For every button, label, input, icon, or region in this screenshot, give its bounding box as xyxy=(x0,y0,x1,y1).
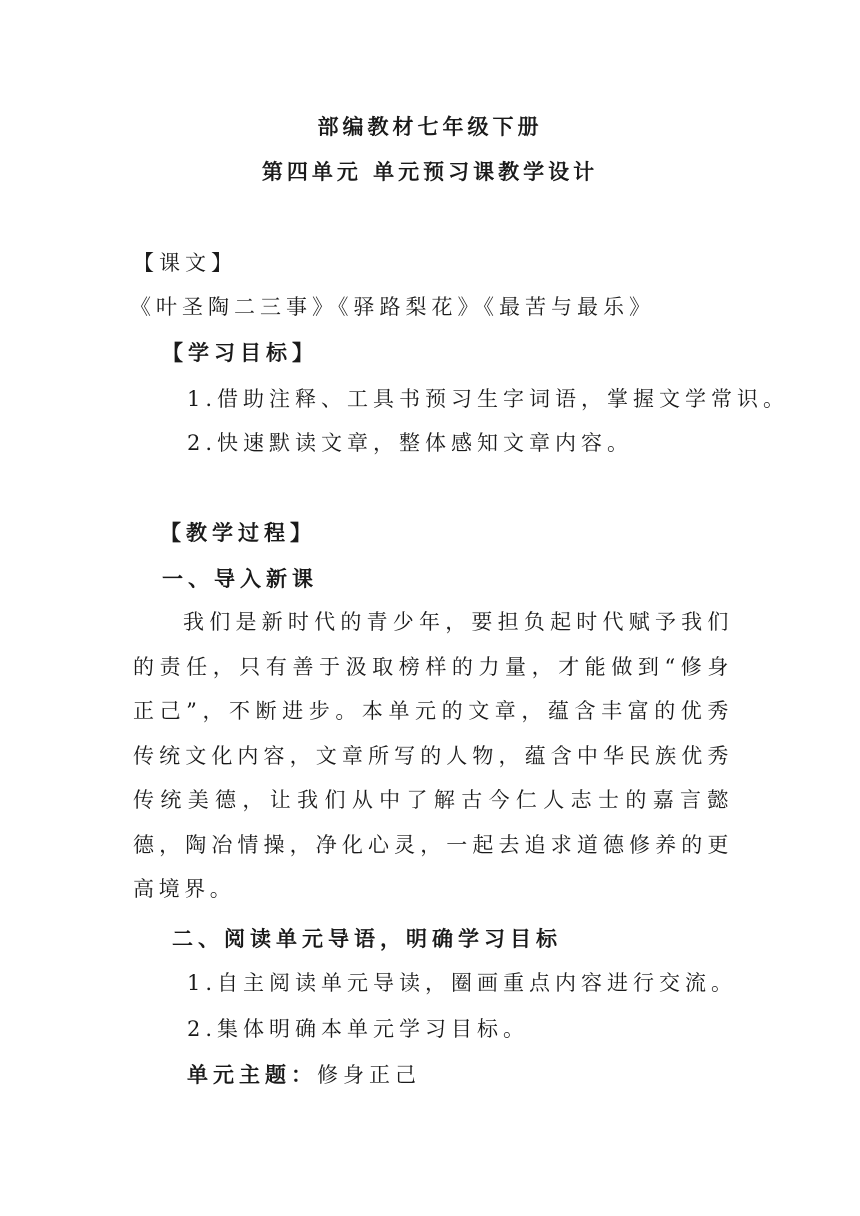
theme-label: 单元主题： xyxy=(187,1063,317,1087)
theme-value: 修身正己 xyxy=(317,1063,421,1087)
objective-item: 2.快速默读文章，整体感知文章内容。 xyxy=(187,431,634,455)
unit-theme xyxy=(187,1060,421,1090)
step2-item: 1.自主阅读单元导读，圈画重点内容进行交流。 xyxy=(187,971,738,995)
text-list: 《叶圣陶二三事》《驿路梨花》《最苦与最乐》 xyxy=(130,295,655,319)
step2-item: 2.集体明确本单元学习目标。 xyxy=(187,1017,530,1041)
step1-paragraph: 我们是新时代的青少年，要担负起时代赋予我们的责任，只有善于汲取榜样的力量，才能做到“修身正己”，不断进步。本单元的文章，蕴含丰富的优秀传统文化内容，文章所写的人物，蕴含中华民族优秀传统美德，让我们从中了解古今仁人志士的嘉言懿德，陶冶情操，净化心灵，一起去追求道德修养的更高境界。 xyxy=(133,610,733,901)
objectives-label: 【学习目标】 xyxy=(162,341,318,365)
text-section-label: 【课文】 xyxy=(133,251,237,275)
step1-heading: 一、导入新课 xyxy=(162,567,318,591)
objective-item: 1.借助注释、工具书预习生字词语，掌握文学常识。 xyxy=(187,387,790,411)
process-label: 【教学过程】 xyxy=(160,521,316,545)
document-title: 部编教材七年级下册 xyxy=(317,115,543,139)
step2-heading: 二、阅读单元导语，明确学习目标 xyxy=(172,927,562,951)
document-subtitle: 第四单元 单元预习课教学设计 xyxy=(261,160,599,184)
